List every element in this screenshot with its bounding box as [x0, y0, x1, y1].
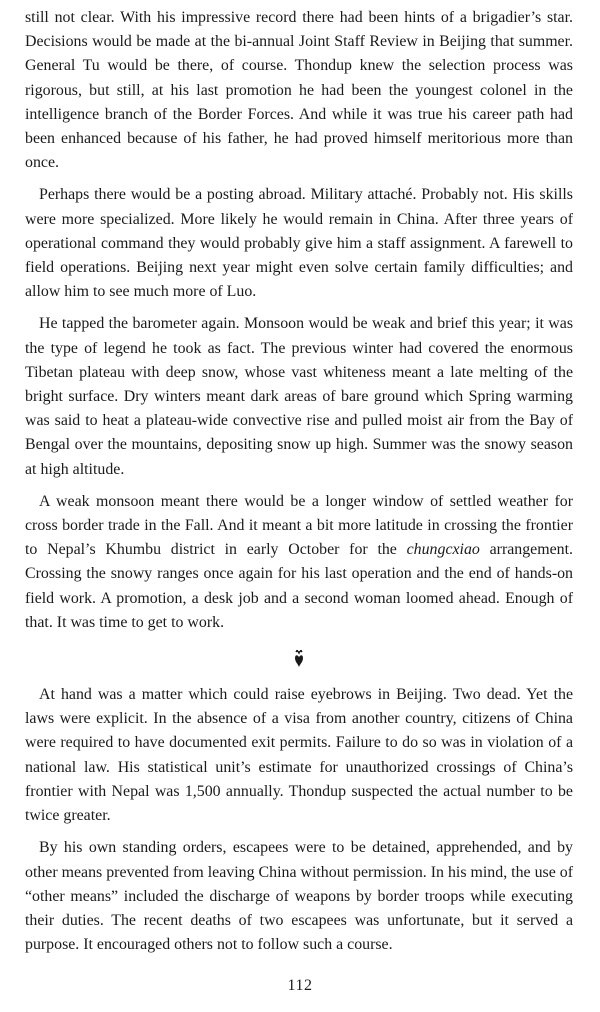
paragraph-text: A weak monsoon meant there would be a longer window of settled weather for cross border trade in the Fall. And it meant a bit more latitude in crossing the frontier to Nepal’s Khumbu district in early October for the	[25, 492, 573, 559]
paragraph-text: arrangement. Crossing the snowy ranges once again for his last operation and the end of hands-on field work. A promotion, a desk job and a second woman loomed ahead. Enough of that. It was time to get to work.	[25, 541, 573, 631]
paragraph: Perhaps there would be a posting abroad. Military attaché. Probably not. His skills were more specialized. More likely he would remain in China. After three years of operational command they would probably give him a staff assignment. A farewell to field operations. Beijing next year might even solve certain family difficulties; and allow him to see much more of Luo.	[25, 186, 573, 301]
section-break	[25, 637, 573, 679]
paragraph: At hand was a matter which could raise eyebrows in Beijing. Two dead. Yet the laws were explicit. In the absence of a visa from another country, citizens of China were required to have documented exit permits. Failure to do so was in violation of a national law. His statistical unit’s estimate for unauthorized crossings of China’s frontier with Nepal was 1,500 annually. Thondup suspected the actual number to be twice greater.	[25, 686, 573, 825]
paragraph: still not clear. With his impressive record there had been hints of a brigadier’s star. Decisions would be made at the bi-annual Joint Staff Review in Beijing that summer. General Tu would be there, of course. Thondup knew the selection process was rigorous, but still, at his last promotion he had been the youngest colonel in the intelligence branch of the Border Forces. And while it was true his career path had been enhanced because of his father, he had proved himself meritorious more than once.	[25, 9, 573, 172]
fleuron-icon	[292, 649, 306, 666]
paragraph: By his own standing orders, escapees were to be detained, apprehended, and by other means prevented from leaving China without permission. In his mind, the use of “other means” included the discharge of weapons by border troops while executing their duties. The recent deaths of two escapees was unfortunate, but it served a purpose. It encouraged others not to follow such a course.	[25, 839, 573, 954]
paragraph: He tapped the barometer again. Monsoon would be weak and brief this year; it was the type of legend he took as fact. The previous winter had covered the enormous Tibetan plateau with deep snow, whose vast whiteness meant a late melting of the bright surface. Dry winters meant dark areas of bare ground which Spring warming was said to heat a plateau-wide convective rise and pulled moist air from the Bay of Bengal over the mountains, depositing snow up high. Summer was the snowy season at high altitude.	[25, 315, 573, 478]
page-number: 112	[287, 977, 313, 994]
paragraph-with-italic	[25, 490, 573, 635]
book-page	[25, 6, 573, 957]
italic-term: chungcxiao	[406, 541, 480, 559]
